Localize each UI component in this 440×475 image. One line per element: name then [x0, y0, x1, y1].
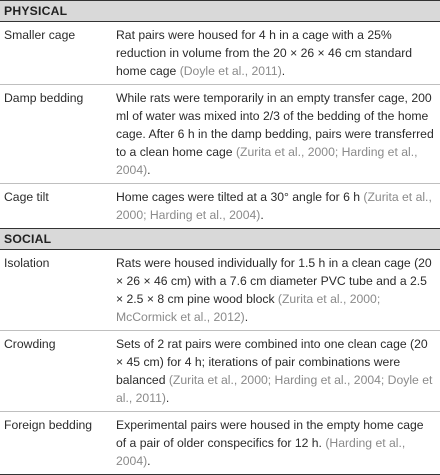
row-description [116, 26, 434, 80]
table-row [0, 85, 440, 184]
citation-link[interactable]: (Doyle et al., 2011) [179, 64, 282, 78]
row-description [116, 416, 434, 470]
citation-link[interactable]: (Zurita et al., 2000; Harding et al., 2004) [116, 145, 418, 177]
row-description [116, 254, 434, 326]
citation-link[interactable]: (Harding et al., 2004) [116, 436, 406, 468]
description-text: While rats were temporarily in an empty transfer cage, 200 ml of water was mixed into 2/3 of the bedding of the home cage. After 6 h in the damp bedding, pairs were transferred to a clean home cage [116, 91, 434, 159]
table-row [0, 250, 440, 331]
row-label: Smaller cage [4, 28, 76, 42]
row-label: Damp bedding [4, 91, 84, 105]
description-text: . [147, 454, 151, 468]
citation-link[interactable]: (Zurita et al., 2000; Harding et al., 2004) [116, 190, 432, 222]
table-row [0, 412, 440, 475]
row-label: Crowding [4, 337, 56, 351]
section-header-physical: PHYSICAL [0, 0, 440, 22]
row-description [116, 335, 434, 407]
table-row [0, 184, 440, 228]
description-text: . [260, 208, 264, 222]
row-description [116, 188, 434, 224]
row-description [116, 89, 434, 179]
table-row [0, 331, 440, 412]
table-row [0, 22, 440, 85]
description-text: . [165, 391, 170, 405]
description-text: . [281, 64, 286, 78]
row-label: Isolation [4, 256, 50, 270]
citation-link[interactable]: (Zurita et al., 2000; Harding et al., 2004; Doyle et al., 2011) [116, 373, 433, 405]
description-text: Rat pairs were housed for 4 h in a cage with a 25% reduction in volume from the 20 × 26 × 46 cm standard home cage [116, 28, 413, 78]
description-text: Sets of 2 rat pairs were combined into one clean cage (20 × 45 cm) for 4 h; iterations of pair combinations were balanced [116, 337, 428, 387]
row-label: Cage tilt [4, 190, 49, 204]
row-label: Foreign bedding [4, 418, 93, 432]
description-text: Rats were housed individually for 1.5 h in a clean cage (20 × 26 × 46 cm) with a 7.6 cm diameter PVC tube and a 2.5 × 2.5 × 8 cm pine wood block [116, 256, 432, 306]
description-text: Home cages were tilted at a 30° angle for 6 h [116, 190, 364, 204]
description-text: . [244, 310, 249, 324]
description-text: . [147, 163, 151, 177]
section-header-social: SOCIAL [0, 228, 440, 250]
description-text: Experimental pairs were housed in the empty home cage of a pair of older conspecifics for 12 h. [116, 418, 424, 450]
citation-link[interactable]: (Zurita et al., 2000; McCormick et al., 2012) [116, 292, 381, 324]
